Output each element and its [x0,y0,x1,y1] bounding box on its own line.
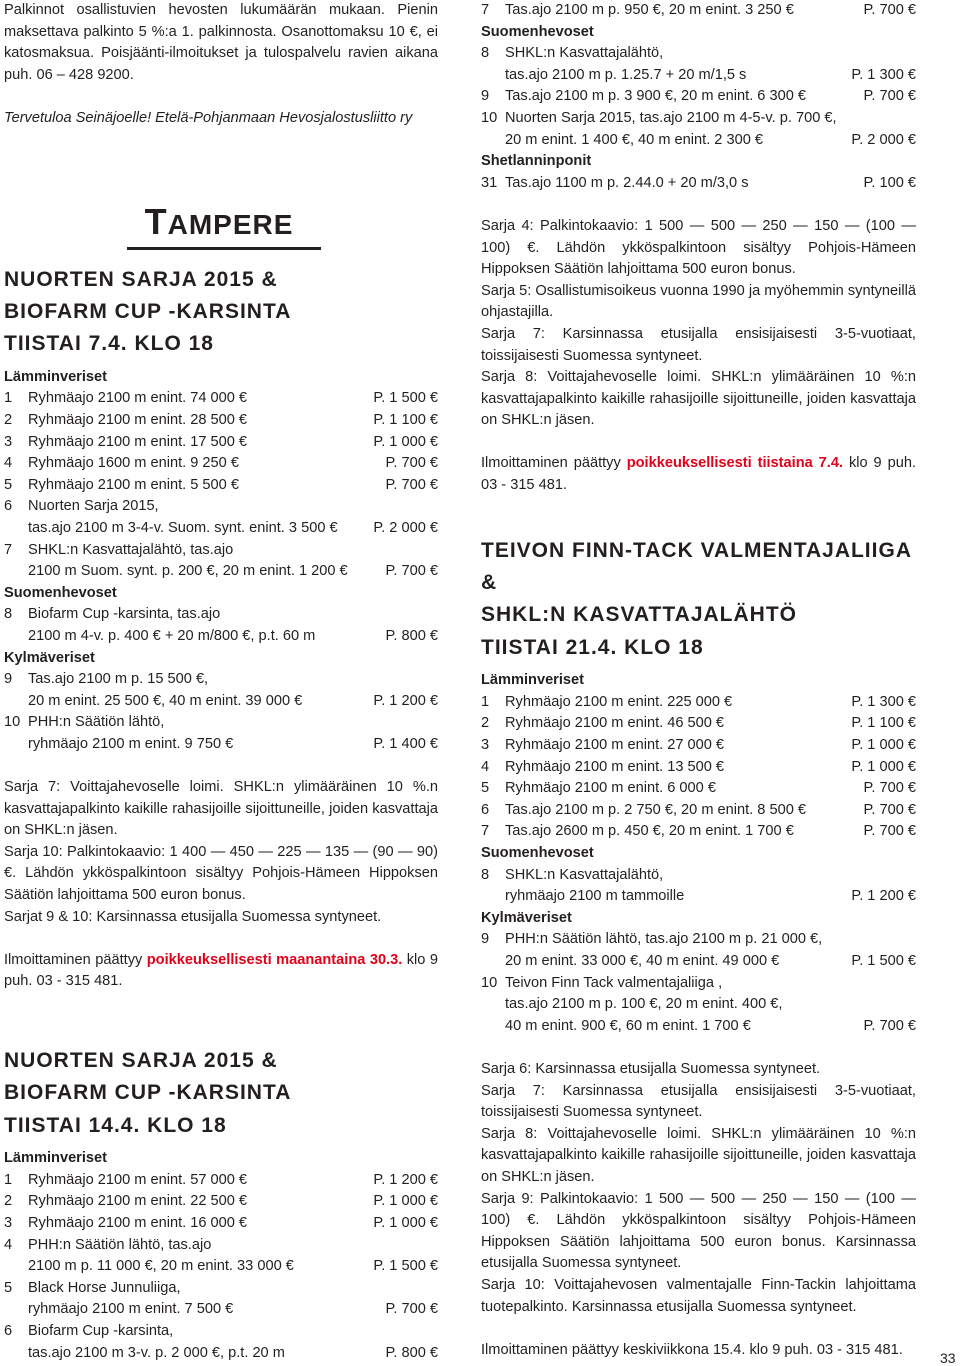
race-row: 5 Ryhmäajo 2100 m enint. 6 000 € P. 700 € [481,780,916,797]
race-row: 2 Ryhmäajo 2100 m enint. 22 500 € P. 1 000 € [4,1193,438,1210]
registration-deadline: poikkeuksellisesti maanantaina 30.3. [146,951,403,968]
race-row-cont: 2100 m 4-v. p. 400 € + 20 m/800 €, p.t. 60 m P. 800 € [28,627,438,644]
city-title [114,200,324,247]
event3-title-line2: SHKL:N KASVATTAJALÄHTÖ [481,603,797,627]
race-row: 4 Ryhmäajo 1600 m enint. 9 250 € P. 700 € [4,455,438,472]
event1-registration: Ilmoittaminen päättyy poikkeuksellisesti maanantaina 30.3. klo 9 puh. 03 - 315 481. [4,951,438,990]
registration-deadline: poikkeuksellisesti tiistaina 7.4. [626,455,844,472]
event1-section-lamminveriset: Lämminveriset [4,368,108,385]
event3-registration: Ilmoittaminen päättyy keskiviikkona 15.4. klo 9 puh. 03 - 315 481. [481,1341,903,1358]
race-row: 9 PHH:n Säätiön lähtö, tas.ajo 2100 m p. 21 000 €, [481,931,823,948]
race-row: 3 Ryhmäajo 2100 m enint. 16 000 € P. 1 000 € [4,1215,438,1231]
race-row-cont: 20 m enint. 25 500 €, 40 m enint. 39 000 € P. 1 200 € [28,692,438,709]
race-row: 8 Biofarm Cup -karsinta, tas.ajo [4,606,221,623]
page-number: 33 [940,1350,956,1366]
event1-note: Sarjat 9 & 10: Karsinnassa etusijalla Suomessa syntyneet. [4,908,382,925]
race-row: 10 Teivon Finn Tack valmentajaliiga , [481,974,723,991]
event1-title-line1: NUORTEN SARJA 2015 & [4,267,278,291]
race-row: 8 SHKL:n Kasvattajalähtö, [481,866,664,883]
section-suomenhevoset: Suomenhevoset [481,23,594,40]
right-note: Sarja 7: Karsinnassa etusijalla ensisijaisesti 3-5-vuotiaat, toissijaisesti Suomessa syntyneet. [481,325,916,364]
race-row-cont: tas.ajo 2100 m 3-v. p. 2 000 €, p.t. 20 m P. 800 € [28,1344,438,1361]
race-row: 2 Ryhmäajo 2100 m enint. 28 500 € P. 1 100 € [4,411,438,428]
event1-title-line3: TIISTAI 7.4. KLO 18 [4,332,214,356]
welcome-line: Tervetuloa Seinäjoelle! Etelä-Pohjanmaan Hevosjalostusliitto ry [4,109,413,126]
race-row: 5 Black Horse Junnuliiga, [4,1279,181,1296]
right-registration: Ilmoittaminen päättyy poikkeuksellisesti tiistaina 7.4. klo 9 puh. 03 - 315 481. [481,455,917,494]
race-row-cont: ryhmäajo 2100 m tammoille P. 1 200 € [505,888,916,905]
event2-title-line2: BIOFARM CUP -KARSINTA [4,1081,292,1105]
race-row: 2 Ryhmäajo 2100 m enint. 46 500 € P. 1 100 € [481,715,916,732]
race-row: 9 Tas.ajo 2100 m p. 15 500 €, [4,671,209,688]
event3-section-kylmaveriset: Kylmäveriset [481,909,572,926]
event3-note: Sarja 10: Voittajahevosen valmentajalle Finn-Tackin lahjoittama tuotepalkinto. Karsinnassa etusijalla Suomessa syntyneet. [481,1276,916,1315]
race-row-cont: 20 m enint. 1 400 €, 40 m enint. 2 300 € P. 2 000 € [505,131,916,148]
race-row: 3 Ryhmäajo 2100 m enint. 27 000 € P. 1 000 € [481,737,916,754]
intro-paragraph: Palkinnot osallistuvien hevosten lukumäärän mukaan. Pienin maksettava palkinto 5 %:a 1. palkinnosta. Osanottomaksu 10 €, ei katosmaksua. Poisjäänti-ilmoitukset ja tulospalvelu ravien aikana puh. 06 – 428 9200. [4,2,438,83]
event3-note: Sarja 7: Karsinnassa etusijalla ensisijaisesti 3-5-vuotiaat, toissijaisesti Suomessa syntyneet. [481,1082,916,1121]
race-row: 1 Ryhmäajo 2100 m enint. 57 000 € P. 1 200 € [4,1171,438,1188]
event1-section-suomenhevoset: Suomenhevoset [4,584,117,601]
event2-title-line3: TIISTAI 14.4. KLO 18 [4,1113,227,1137]
event1-note: Sarja 7: Voittajahevoselle loimi. SHKL:n ylimääräinen 10 %.n kasvattajapalkinto kaikille rahasijoille sijoittuneille, joiden kasvattaja on SHKL:n jäsen. [4,779,438,839]
race-row: 7 Tas.ajo 2100 m p. 950 €, 20 m enint. 3 250 € P. 700 € [481,2,916,18]
race-row-cont: 20 m enint. 33 000 €, 40 m enint. 49 000 € P. 1 500 € [505,953,916,969]
city-first-letter: T [144,200,168,242]
right-note: Sarja 5: Osallistumisoikeus vuonna 1990 ja myöhemmin syntyneillä ohjastajilla. [481,282,916,321]
section-shetlanninponit: Shetlanninponit [481,153,592,170]
event1-note: Sarja 10: Palkintokaavio: 1 400 — 450 — 225 — 135 — (90 — 90) €. Lähdön ykköspalkintoon sisältyy Pohjois-Hämeen Hippoksen Säätiön lahjoittama 500 euron bonus. [4,843,438,904]
race-row-cont: tas.ajo 2100 m 3-4-v. Suom. synt. enint. 3 500 € P. 2 000 € [28,519,438,536]
race-row: 5 Ryhmäajo 2100 m enint. 5 500 € P. 700 € [4,476,438,493]
race-row-cont: 40 m enint. 900 €, 60 m enint. 1 700 € P. 700 € [505,1017,916,1034]
event3-title-line3: TIISTAI 21.4. KLO 18 [481,635,704,659]
race-row: 1 Ryhmäajo 2100 m enint. 74 000 € P. 1 500 € [4,390,438,407]
race-row: 31 Tas.ajo 1100 m p. 2.44.0 + 20 m/3,0 s P. 100 € [481,174,916,191]
left-column [4,0,438,1364]
race-row: 1 Ryhmäajo 2100 m enint. 225 000 € P. 1 300 € [481,693,916,710]
event3-section-lamminveriset: Lämminveriset [481,672,585,689]
event3-note: Sarja 8: Voittajahevoselle loimi. SHKL:n ylimääräinen 10 %:n kasvattajapalkinto kaikille rahasijoille sijoittuneille, joiden kasvattaja on SHKL:n jäsen. [481,1125,916,1185]
event3-note: Sarja 9: Palkintokaavio: 1 500 — 500 — 250 — 150 — (100 — 100) €. Lähdön ykköspalkintoon sisältyy Pohjois-Hämeen Hippoksen Säätiön lahjoittama 500 euron bonus. Karsinnassa etusijalla Suomessa syntyneet. [481,1190,916,1272]
race-row: 9 Tas.ajo 2100 m p. 3 900 €, 20 m enint. 6 300 € P. 700 € [481,88,916,105]
race-row: 6 Biofarm Cup -karsinta, [4,1322,174,1339]
race-row: 6 Nuorten Sarja 2015, [4,498,159,515]
event1-section-kylmaveriset: Kylmäveriset [4,649,95,666]
city-rest: AMPERE [167,208,294,240]
event3-section-suomenhevoset: Suomenhevoset [481,845,594,862]
race-row: 3 Ryhmäajo 2100 m enint. 17 500 € P. 1 000 € [4,433,438,450]
event2-title-line1: NUORTEN SARJA 2015 & [4,1049,278,1072]
race-row: 10 Nuorten Sarja 2015, tas.ajo 2100 m 4-5-v. p. 700 €, [481,109,837,126]
right-column [481,0,916,1361]
race-row-cont: 2100 m p. 11 000 €, 20 m enint. 33 000 € P. 1 500 € [28,1258,438,1275]
race-row-cont: 2100 m Suom. synt. p. 200 €, 20 m enint. 1 200 € P. 700 € [28,563,438,580]
race-row: 6 Tas.ajo 2100 m p. 2 750 €, 20 m enint. 8 500 € P. 700 € [481,801,916,818]
right-note: Sarja 8: Voittajahevoselle loimi. SHKL:n ylimääräinen 10 %:n kasvattajapalkinto kaikille rahasijoille sijoittuneille, joiden kasvattaja on SHKL:n jäsen. [481,369,916,429]
race-row-cont: ryhmäajo 2100 m enint. 9 750 € P. 1 400 € [28,735,438,752]
right-note: Sarja 4: Palkintokaavio: 1 500 — 500 — 250 — 150 — (100 — 100) €. Lähdön ykköspalkintoon sisältyy Pohjois-Hämeen Hippoksen Säätiön lahjoittama 500 euron bonus. [481,217,916,278]
race-row-cont: tas.ajo 2100 m p. 1.25.7 + 20 m/1,5 s P. 1 300 € [505,66,916,83]
race-row: 4 Ryhmäajo 2100 m enint. 13 500 € P. 1 000 € [481,758,916,775]
race-row-cont: ryhmäajo 2100 m enint. 7 500 € P. 700 € [28,1301,438,1318]
race-row: 7 Tas.ajo 2600 m p. 450 €, 20 m enint. 1 700 € P. 700 € [481,823,916,840]
event1-title-line2: BIOFARM CUP -KARSINTA [4,299,292,323]
race-row: 10 PHH:n Säätiön lähtö, [4,714,165,731]
event2-section-lamminveriset: Lämminveriset [4,1150,108,1167]
event1-race-list [4,388,438,582]
event3-title-line1: TEIVON FINN-TACK VALMENTAJALIIGA & [481,538,912,595]
race-row: 7 SHKL:n Kasvattajalähtö, tas.ajo [4,541,234,558]
event3-note: Sarja 6: Karsinnassa etusijalla Suomessa syntyneet. [481,1060,821,1077]
race-row: 4 PHH:n Säätiön lähtö, tas.ajo [4,1236,212,1253]
race-row: 8 SHKL:n Kasvattajalähtö, [481,45,664,62]
race-row-cont: tas.ajo 2100 m p. 100 €, 20 m enint. 400 €, [505,996,783,1013]
